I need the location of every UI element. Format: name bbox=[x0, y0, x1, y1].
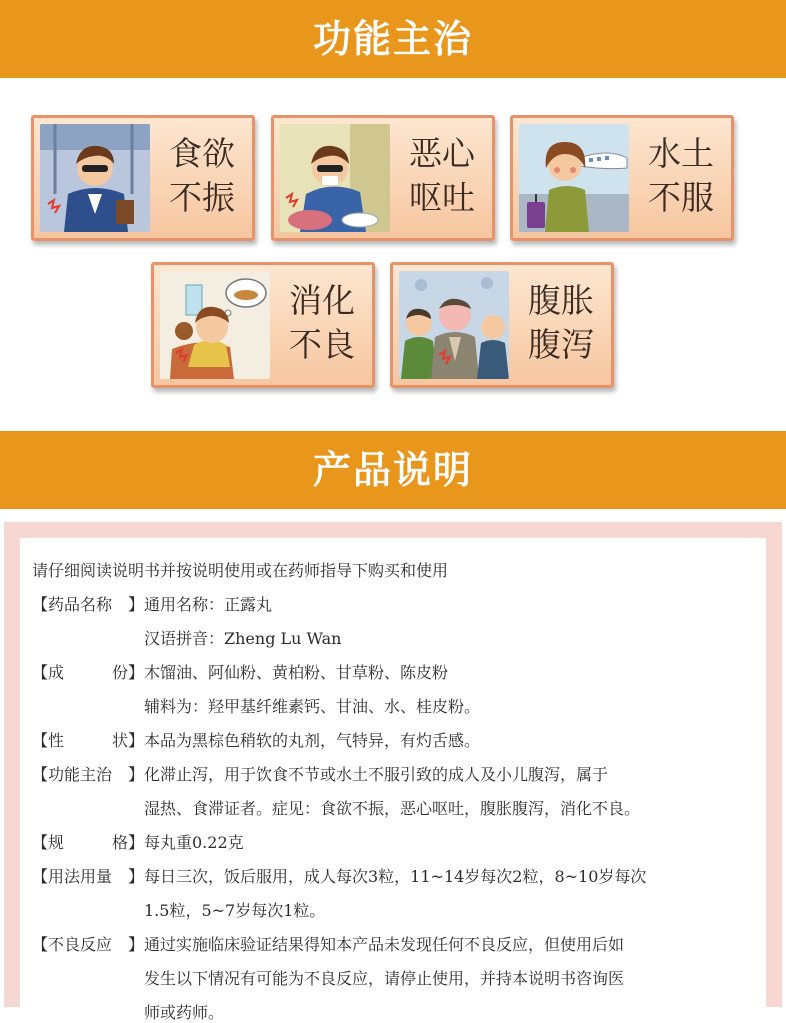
poor-appetite-icon bbox=[40, 124, 150, 232]
symptom-label-line2: 不振 bbox=[169, 178, 235, 217]
symptom-label-line1: 食欲 bbox=[169, 134, 235, 173]
key-text: 功能主治 bbox=[48, 765, 113, 784]
section-title-function: 功能主治 bbox=[312, 17, 473, 61]
symptom-label bbox=[637, 132, 725, 220]
bracket-close: 】 bbox=[127, 833, 144, 852]
bracket-open: 【 bbox=[32, 663, 49, 682]
key-text: 格 bbox=[111, 833, 128, 852]
bracket-open: 【 bbox=[32, 867, 49, 886]
field-key bbox=[32, 864, 144, 887]
continuation-line: 辅料为：羟甲基纤维素钙、甘油、水、桂皮粉。 bbox=[144, 697, 481, 716]
continuation-line: 湿热、食滞证者。症见：食欲不振，恶心呕吐，腹胀腹泻，消化不良。 bbox=[144, 799, 641, 818]
bracket-open: 【 bbox=[32, 935, 49, 954]
symptom-label-line2: 腹泻 bbox=[528, 325, 594, 364]
symptom-label-line1: 消化 bbox=[289, 281, 355, 320]
key-text: 成 bbox=[48, 663, 65, 682]
symptom-card-nausea bbox=[271, 115, 495, 241]
key-text: 规 bbox=[48, 833, 65, 852]
bracket-open: 【 bbox=[32, 731, 49, 750]
key-text: 性 bbox=[48, 731, 65, 750]
symptom-label-line2: 不良 bbox=[289, 325, 355, 364]
symptom-label-line1: 恶心 bbox=[409, 134, 475, 173]
continuation-line: 汉语拼音：Zheng Lu Wan bbox=[144, 629, 342, 648]
symptom-card-acclimatization bbox=[510, 115, 734, 241]
symptom-label-line2: 不服 bbox=[648, 178, 714, 217]
bracket-open: 【 bbox=[32, 765, 49, 784]
field-key bbox=[32, 932, 144, 955]
symptom-label bbox=[517, 279, 605, 367]
section-banner-product bbox=[0, 431, 786, 509]
field-key bbox=[32, 660, 144, 683]
bracket-close: 】 bbox=[127, 731, 144, 750]
bloating-diarrhea-icon bbox=[399, 271, 509, 379]
bracket-close: 】 bbox=[127, 867, 144, 886]
field-value: 化滞止泻，用于饮食不节或水土不服引致的成人及小儿腹泻，属于 bbox=[144, 765, 609, 784]
symptom-card-bloating bbox=[390, 262, 614, 388]
instructions-panel bbox=[4, 522, 782, 1022]
field-value: 每日三次，饭后服用，成人每次3粒，11~14岁每次2粒，8~10岁每次 bbox=[144, 867, 647, 886]
key-text: 状 bbox=[111, 731, 128, 750]
field-key bbox=[32, 728, 144, 751]
bracket-close: 】 bbox=[127, 765, 144, 784]
intro-line: 请仔细阅读说明书并按说明使用或在药师指导下购买和使用 bbox=[32, 561, 449, 580]
field-value: 木馏油、阿仙粉、黄柏粉、甘草粉、陈皮粉 bbox=[144, 663, 449, 682]
field-value: 每丸重0.22克 bbox=[144, 833, 244, 852]
indigestion-icon bbox=[160, 271, 270, 379]
section-banner-function bbox=[0, 0, 786, 78]
bracket-open: 【 bbox=[32, 595, 49, 614]
symptom-label-line1: 腹胀 bbox=[528, 281, 594, 320]
key-text: 用法用量 bbox=[48, 867, 113, 886]
nausea-vomiting-icon bbox=[280, 124, 390, 232]
field-value: 通过实施临床验证结果得知本产品未发现任何不良反应，但使用后如 bbox=[144, 935, 625, 954]
symptom-label-line1: 水土 bbox=[648, 134, 714, 173]
bracket-close: 】 bbox=[127, 935, 144, 954]
symptom-label bbox=[158, 132, 246, 220]
instructions-sheet bbox=[20, 538, 766, 1022]
symptom-card-appetite bbox=[31, 115, 255, 241]
field-value: 本品为黑棕色稍软的丸剂，气特异，有灼舌感。 bbox=[144, 731, 481, 750]
field-key bbox=[32, 762, 144, 785]
acclimatization-icon bbox=[519, 124, 629, 232]
key-text: 份 bbox=[111, 663, 128, 682]
symptom-label bbox=[398, 132, 486, 220]
bracket-close: 】 bbox=[127, 595, 144, 614]
bracket-open: 【 bbox=[32, 833, 49, 852]
section-title-product: 产品说明 bbox=[312, 448, 473, 492]
bracket-close: 】 bbox=[127, 663, 144, 682]
continuation-line: 发生以下情况有可能为不良反应，请停止使用，并持本说明书咨询医 bbox=[144, 969, 625, 988]
key-text: 药品名称 bbox=[48, 595, 113, 614]
continuation-line: 1.5粒，5~7岁每次1粒。 bbox=[144, 901, 326, 920]
continuation-line: 师或药师。 bbox=[144, 1003, 225, 1022]
field-key bbox=[32, 592, 144, 615]
field-value: 通用名称：正露丸 bbox=[144, 595, 273, 614]
symptom-card-indigestion bbox=[151, 262, 375, 388]
symptom-label-line2: 呕吐 bbox=[409, 178, 475, 217]
field-key bbox=[32, 830, 144, 853]
symptom-label bbox=[278, 279, 366, 367]
key-text: 不良反应 bbox=[48, 935, 113, 954]
